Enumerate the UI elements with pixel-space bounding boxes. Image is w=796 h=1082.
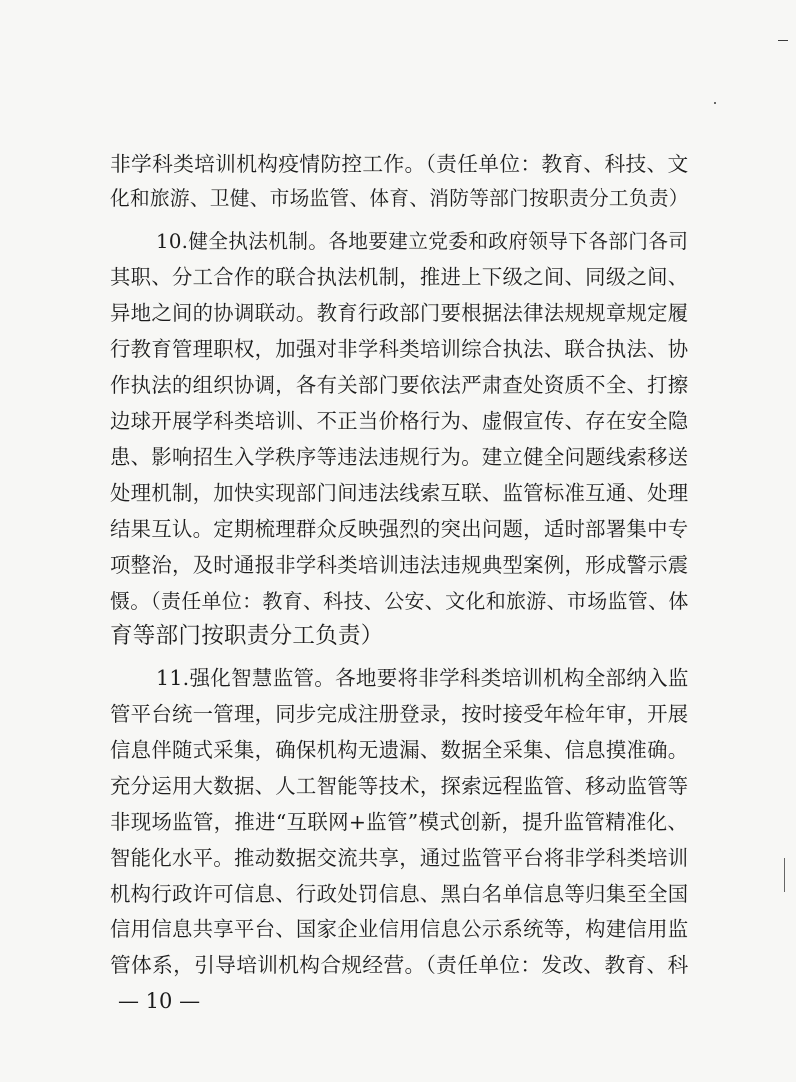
- text-line-16: 管平台统一管理，同步完成注册登录，按时接受年检年审，开展: [110, 702, 689, 726]
- text-line-14: 育等部门按职责分工负责）: [110, 623, 384, 649]
- text-line-20: 智能化水平。推动数据交流共享，通过监管平台将非学科类培训: [110, 846, 689, 870]
- text-line-12: 项整治，及时通报非学科类培训违法违规典型案例，形成警示震: [110, 553, 689, 577]
- text-line-2: 化和旅游、卫健、市场监管、体育、消防等部门按职责分工负责）: [110, 187, 689, 210]
- text-line-7: 作执法的组织协调，各有关部门要依法严肃查处资质不全、打擦: [110, 373, 689, 397]
- text-line-18: 充分运用大数据、人工智能等技术，探索远程监管、移动监管等: [110, 774, 689, 798]
- text-line-5: 异地之间的协调联动。教育行政部门要根据法律法规规章规定履: [110, 301, 689, 325]
- text-line-17: 信息伴随式采集，确保机构无遗漏、数据全采集、信息摸准确。: [110, 738, 689, 762]
- text-line-23: 管体系，引导培训机构合规经营。（责任单位：发改、教育、科: [110, 953, 689, 977]
- text-line-1: 非学科类培训机构疫情防控工作。（责任单位：教育、科技、文: [110, 152, 689, 176]
- scan-mark-right-edge: [784, 858, 785, 892]
- page-number: — 10 —: [118, 989, 201, 1013]
- text-line-19: 非现场监管，推进“互联网+监管”模式创新，提升监管精准化、: [110, 810, 689, 834]
- text-line-4: 其职、分工合作的联合执法机制，推进上下级之间、同级之间、: [110, 265, 689, 289]
- text-line-3: 10.健全执法机制。各地要建立党委和政府领导下各部门各司: [156, 230, 689, 253]
- text-line-8: 边球开展学科类培训、不正当价格行为、虚假宣传、存在安全隐: [110, 409, 689, 433]
- text-line-13: 慑。（责任单位：教育、科技、公安、文化和旅游、市场监管、体: [110, 589, 689, 613]
- text-line-9: 患、影响招生入学秩序等违法违规行为。建立健全问题线索移送: [110, 445, 689, 469]
- text-line-22: 信用信息共享平台、国家企业信用信息公示系统等，构建信用监: [110, 917, 689, 941]
- text-line-6: 行教育管理职权，加强对非学科类培训综合执法、联合执法、协: [110, 337, 689, 361]
- text-line-15: 11.强化智慧监管。各地要将非学科类培训机构全部纳入监: [156, 666, 689, 690]
- scan-mark-speck: [714, 102, 716, 104]
- text-line-21: 机构行政许可信息、行政处罚信息、黑白名单信息等归集至全国: [110, 882, 689, 906]
- scan-mark-top-right: [778, 40, 788, 41]
- text-line-10: 处理机制，加快实现部门间违法线索互联、监管标准互通、处理: [110, 481, 689, 505]
- text-line-11: 结果互认。定期梳理群众反映强烈的突出问题，适时部署集中专: [110, 517, 689, 541]
